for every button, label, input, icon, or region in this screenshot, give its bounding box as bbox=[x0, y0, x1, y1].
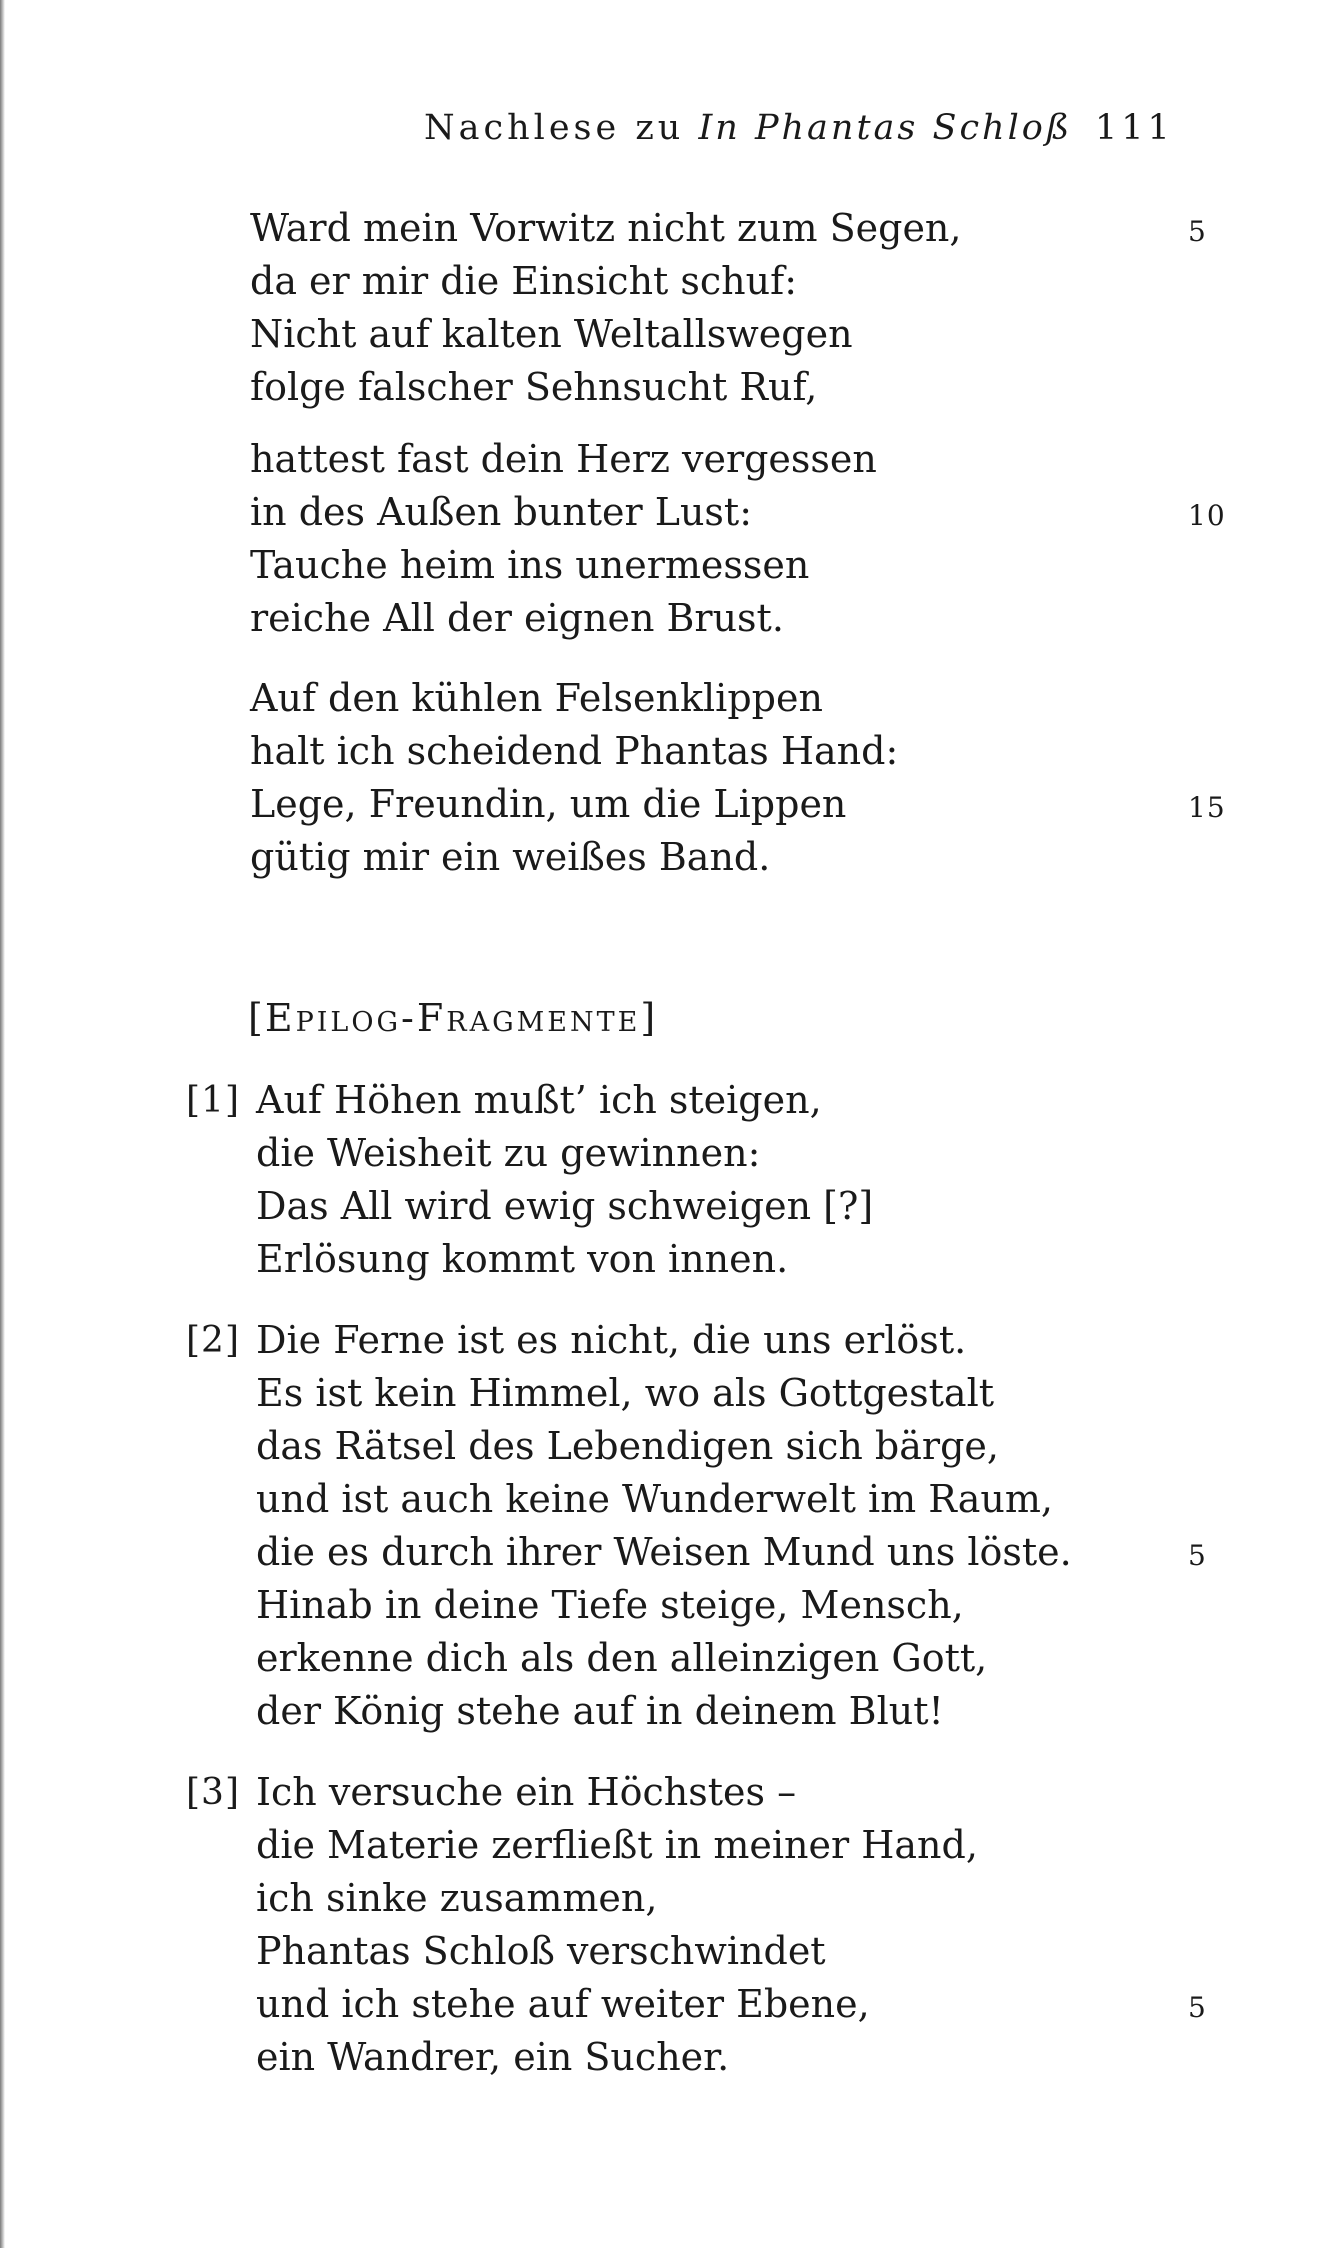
fragment-3 bbox=[0, 1766, 1341, 2084]
verse-text: Die Ferne ist es nicht, die uns erlöst. bbox=[256, 1318, 967, 1362]
running-title-work: In Phantas Schloß bbox=[698, 108, 1073, 148]
verse-text: Hinab in deine Tiefe steige, Mensch, bbox=[256, 1583, 964, 1627]
running-title bbox=[424, 108, 1072, 148]
verse-text: Auf den kühlen Felsenklippen bbox=[250, 676, 823, 720]
fragment-label: [1] bbox=[186, 1080, 240, 1121]
running-header bbox=[0, 108, 1341, 158]
line-number: 5 bbox=[1188, 215, 1207, 248]
verse-line bbox=[0, 1526, 1341, 1579]
verse-line bbox=[0, 1367, 1341, 1420]
fragment-label: [2] bbox=[186, 1320, 240, 1361]
verse-line bbox=[0, 725, 1341, 778]
heading-bracket-open: [ bbox=[248, 996, 265, 1040]
verse-text: die Weisheit zu gewinnen: bbox=[256, 1131, 761, 1175]
verse-text: in des Außen bunter Lust: bbox=[250, 490, 752, 534]
line-number: 5 bbox=[1188, 1991, 1207, 2024]
verse-text: ein Wandrer, ein Sucher. bbox=[256, 2035, 730, 2079]
verse-text: die Materie zerfließt in meiner Hand, bbox=[256, 1823, 978, 1867]
verse-line bbox=[0, 592, 1341, 645]
verse-text: Ich versuche ein Höchstes – bbox=[256, 1770, 797, 1814]
verse-text: halt ich scheidend Phantas Hand: bbox=[250, 729, 899, 773]
verse-text: hattest fast dein Herz vergessen bbox=[250, 437, 877, 481]
verse-line bbox=[0, 1872, 1341, 1925]
verse-line bbox=[0, 1579, 1341, 1632]
verse-line bbox=[0, 1420, 1341, 1473]
verse-line bbox=[0, 1978, 1341, 2031]
section-heading bbox=[248, 996, 657, 1040]
verse-line bbox=[0, 672, 1341, 725]
poem-stanza-3 bbox=[0, 672, 1341, 884]
verse-text: und ist auch keine Wunderwelt im Raum, bbox=[256, 1477, 1053, 1521]
verse-line bbox=[0, 1685, 1341, 1738]
line-number: 5 bbox=[1188, 1539, 1207, 1572]
verse-line bbox=[0, 1473, 1341, 1526]
verse-line bbox=[0, 1819, 1341, 1872]
line-number: 15 bbox=[1188, 791, 1226, 824]
verse-text: der König stehe auf in deinem Blut! bbox=[256, 1689, 944, 1733]
verse-line bbox=[0, 255, 1341, 308]
verse-line bbox=[0, 539, 1341, 592]
verse-text: und ich stehe auf weiter Ebene, bbox=[256, 1982, 870, 2026]
heading-bracket-close: ] bbox=[640, 996, 658, 1040]
verse-line bbox=[0, 1127, 1341, 1180]
verse-line bbox=[0, 1925, 1341, 1978]
poem-stanza-1 bbox=[0, 202, 1341, 414]
verse-text: erkenne dich als den alleinzigen Gott, bbox=[256, 1636, 988, 1680]
verse-line bbox=[0, 308, 1341, 361]
verse-text: reiche All der eignen Brust. bbox=[250, 596, 784, 640]
verse-text: Nicht auf kalten Weltallswegen bbox=[250, 312, 853, 356]
verse-text: gütig mir ein weißes Band. bbox=[250, 835, 771, 879]
verse-line bbox=[0, 486, 1341, 539]
verse-line bbox=[0, 1180, 1341, 1233]
verse-line bbox=[0, 1766, 1341, 1819]
line-number: 10 bbox=[1188, 499, 1226, 532]
verse-text: Ward mein Vorwitz nicht zum Segen, bbox=[250, 206, 962, 250]
poem-stanza-2 bbox=[0, 433, 1341, 645]
verse-text: Phantas Schloß verschwindet bbox=[256, 1929, 826, 1973]
fragment-2 bbox=[0, 1314, 1341, 1738]
verse-text: Das All wird ewig schweigen [?] bbox=[256, 1184, 874, 1228]
verse-line bbox=[0, 1314, 1341, 1367]
running-title-prefix: Nachlese zu bbox=[424, 108, 685, 148]
verse-line bbox=[0, 1233, 1341, 1286]
verse-line bbox=[0, 1632, 1341, 1685]
verse-text: Erlösung kommt von innen. bbox=[256, 1237, 789, 1281]
verse-text: Lege, Freundin, um die Lippen bbox=[250, 782, 847, 826]
verse-text: ich sinke zusammen, bbox=[256, 1876, 658, 1920]
page-number: 111 bbox=[1095, 108, 1174, 148]
verse-line bbox=[0, 831, 1341, 884]
fragment-label: [3] bbox=[186, 1772, 240, 1813]
verse-line bbox=[0, 778, 1341, 831]
verse-line bbox=[0, 202, 1341, 255]
heading-text: Epilog-Fragmente bbox=[264, 996, 641, 1040]
verse-line bbox=[0, 2031, 1341, 2084]
verse-text: da er mir die Einsicht schuf: bbox=[250, 259, 797, 303]
verse-text: Tauche heim ins unermessen bbox=[250, 543, 810, 587]
verse-text: die es durch ihrer Weisen Mund uns löste. bbox=[256, 1530, 1072, 1574]
verse-line bbox=[0, 361, 1341, 414]
verse-text: Es ist kein Himmel, wo als Gottgestalt bbox=[256, 1371, 995, 1415]
verse-line bbox=[0, 433, 1341, 486]
verse-text: folge falscher Sehnsucht Ruf, bbox=[250, 365, 818, 409]
verse-text: Auf Höhen mußt’ ich steigen, bbox=[256, 1078, 822, 1122]
fragment-1 bbox=[0, 1074, 1341, 1286]
verse-line bbox=[0, 1074, 1341, 1127]
verse-text: das Rätsel des Lebendigen sich bärge, bbox=[256, 1424, 999, 1468]
